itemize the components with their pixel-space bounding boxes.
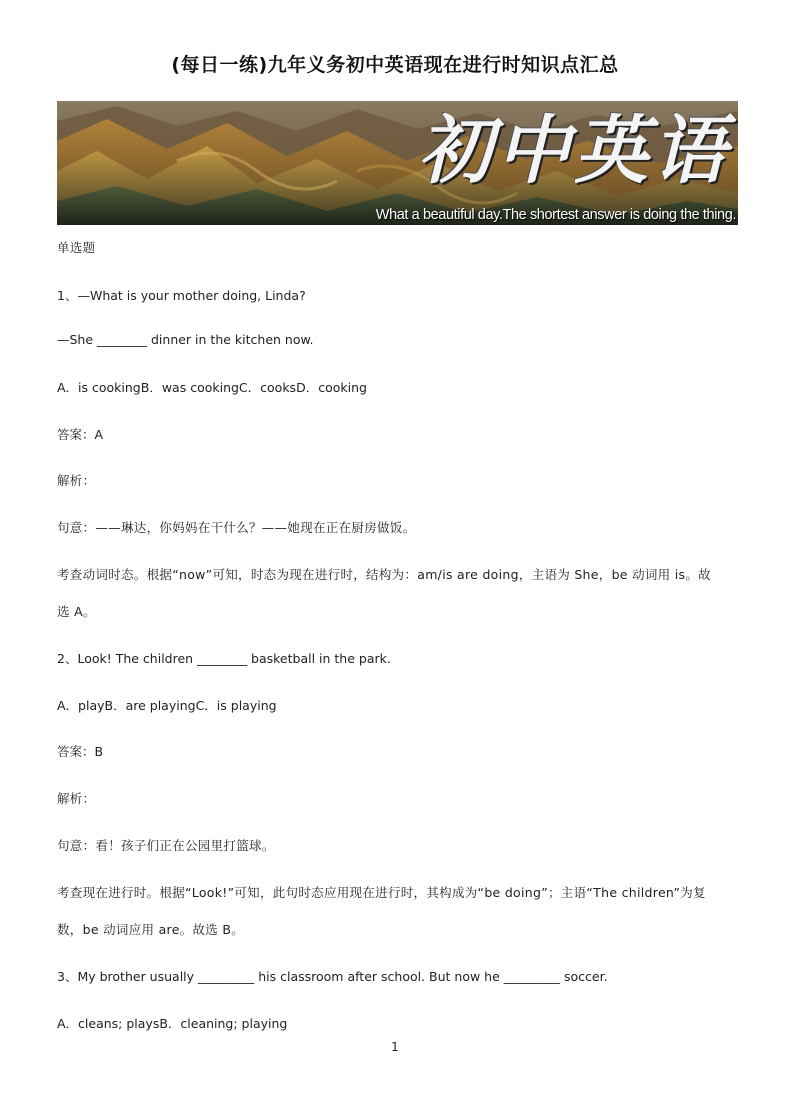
banner-heading: 初中英语 [418,108,730,194]
page-number: 1 [391,1040,399,1054]
question-3-stem: 3、My brother usually _________ his classroom after school. But now he _________ soccer. [57,969,608,984]
document-title: (每日一练)九年义务初中英语现在进行时知识点汇总 [171,54,619,76]
question-2-explanation-line2: 数，be 动词应用 are。故选 B。 [57,922,245,937]
question-1-explanation-line1: 考查动词时态。根据“now”可知，时态为现在进行时，结构为：am/is are doing，主语为 She，be 动词用 is。故 [57,567,711,582]
question-1-explanation-line2: 选 A。 [57,604,96,619]
question-1-stem: 1、—What is your mother doing, Linda? [57,288,306,303]
question-2-options: A．playB．are playingC．is playing [57,698,277,713]
question-1-meaning: 句意：——琳达，你妈妈在干什么？——她现在正在厨房做饭。 [57,520,416,535]
question-1-analysis-label: 解析： [57,473,96,488]
question-1-stem-line2: —She ________ dinner in the kitchen now. [57,332,314,347]
banner-image [57,101,738,225]
question-2-stem: 2、Look! The children ________ basketball in the park. [57,651,391,666]
question-2-explanation-line1: 考查现在进行时。根据“Look!”可知，此句时态应用现在进行时，其构成为“be doing”；主语“The children”为复 [57,885,706,900]
question-2-answer: 答案：B [57,744,104,759]
question-1-options: A．is cookingB．was cookingC．cooksD．cooking [57,380,367,395]
section-label: 单选题 [57,240,96,255]
question-2-analysis-label: 解析： [57,791,96,806]
question-3-options: A．cleans; playsB．cleaning; playing [57,1016,288,1031]
banner-tagline: What a beautiful day.The shortest answer is doing the thing. [375,207,736,223]
question-1-answer: 答案：A [57,427,104,442]
question-2-meaning: 句意：看！孩子们正在公园里打篮球。 [57,838,275,853]
